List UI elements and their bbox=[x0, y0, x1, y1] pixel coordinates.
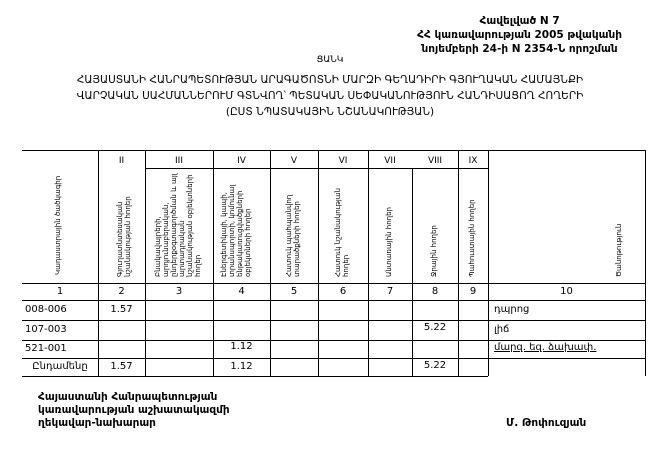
header-forest: Անտառային հողեր bbox=[385, 207, 393, 277]
title-line-2: ՎԱՐՉԱԿԱՆ ՍԱՀՄԱՆՆԵՐՈՒՄ ԳՏՆՎՈՂ՝ ՊԵՏԱԿԱՆ ՍԵՓԱԿԱՆՈՒԹՅՈՒՆ ՀԱՆԴԻՍԱՑՈՂ ՀՈՂԵՐԻ bbox=[76, 90, 584, 102]
table-border bbox=[22, 376, 488, 377]
signatory-name: Մ. Թոփուզյան bbox=[506, 417, 587, 429]
col-number: 7 bbox=[386, 286, 394, 297]
table-divider bbox=[145, 150, 146, 376]
total-label: Ընդամենը bbox=[32, 361, 88, 372]
header-reserve: Պահուստային հողեր bbox=[468, 199, 476, 277]
table-divider bbox=[22, 320, 645, 321]
table-divider bbox=[318, 150, 319, 376]
col-roman: II bbox=[118, 156, 125, 166]
col-number: 3 bbox=[175, 286, 183, 297]
table-divider bbox=[270, 150, 271, 376]
table-divider bbox=[98, 150, 99, 376]
table-divider bbox=[145, 168, 368, 169]
cadastral-code: 521-001 bbox=[25, 343, 67, 354]
header-protected: Հատուկ պահպանվող տարածքների հողեր bbox=[285, 194, 301, 277]
note: լիճ bbox=[494, 324, 510, 335]
title-line-3: (ԸՍՏ ՆՊԱՏԱԿԱՅԻՆ ՆՇԱՆԱԿՈՒԹՅԱՆ) bbox=[225, 106, 435, 118]
title-line-1: ՀԱՅԱՍՏԱՆԻ ՀԱՆՐԱՊԵՏՈՒԹՅԱՆ ԱՐԱԳԱԾՈՏՆԻ ՄԱՐԶԻ ԳԵՂԱԴԻՐԻ ԳՅՈՒՂԱԿԱՆ ՀԱՄԱՅՆՔԻ bbox=[76, 74, 584, 86]
table-divider bbox=[488, 150, 489, 376]
signature-block bbox=[38, 391, 230, 430]
note: դպրոց bbox=[494, 304, 530, 315]
col-roman: IV bbox=[237, 156, 246, 166]
note: մարզ. եզ. ձախափ. bbox=[494, 342, 597, 353]
header-cadastral-code: Կադաստրային ծածկագիր bbox=[54, 175, 62, 275]
header-water: Ջրային հողեր bbox=[430, 225, 438, 277]
table-divider bbox=[368, 150, 369, 376]
col-number: 1 bbox=[56, 286, 64, 297]
col-number: 5 bbox=[290, 286, 298, 297]
doc-heading: ՑԱՆԿ bbox=[316, 55, 344, 65]
col-roman: III bbox=[175, 156, 183, 166]
total-water: 5.22 bbox=[423, 360, 447, 371]
appendix-line-2: ՀՀ կառավարության 2005 թվականի bbox=[417, 29, 622, 41]
table-border bbox=[22, 150, 645, 151]
header-agricultural: Գյուղատնտեսական նշանակության հողեր bbox=[116, 196, 132, 277]
cadastral-code: 107-003 bbox=[25, 324, 67, 335]
appendix-number: Հավելված N 7 bbox=[479, 15, 560, 27]
water-value: 5.22 bbox=[423, 322, 447, 333]
col-number: 2 bbox=[118, 286, 125, 297]
col-roman: V bbox=[290, 156, 298, 166]
signer-title-1: Հայաստանի Հանրապետության bbox=[38, 391, 218, 403]
table-divider bbox=[22, 283, 645, 284]
table-divider bbox=[368, 168, 488, 169]
col-roman: VIII bbox=[427, 156, 443, 166]
header-settlements: Բնակավայրերի, արդյունաբերական, ընդերքօգտագործման և այլ արտադրական նշանակության օբյեկտների հողեր bbox=[154, 173, 202, 277]
header-note: Ծանոթություն bbox=[615, 223, 623, 277]
col-number: 8 bbox=[431, 286, 439, 297]
col-roman: VI bbox=[338, 156, 348, 166]
signer-title-2: կառավարության աշխատակազմի bbox=[38, 404, 230, 416]
col-roman: VII bbox=[384, 156, 396, 166]
col-number: 4 bbox=[238, 286, 245, 297]
table-border bbox=[645, 150, 646, 376]
col-number: 6 bbox=[339, 286, 347, 297]
signer-title-3: ղեկավար-նախարար bbox=[38, 417, 156, 429]
energy-value: 1.12 bbox=[230, 341, 253, 352]
table-divider bbox=[458, 150, 459, 376]
table-divider bbox=[22, 340, 645, 341]
col-roman: IX bbox=[468, 156, 478, 166]
appendix-header bbox=[417, 14, 622, 56]
total-energy: 1.12 bbox=[230, 361, 253, 372]
header-special: Հատուկ նշանակության հողեր bbox=[334, 187, 350, 277]
col-number: 10 bbox=[560, 286, 573, 297]
agricultural-value: 1.57 bbox=[110, 304, 133, 315]
total-agricultural: 1.57 bbox=[110, 361, 133, 372]
col-number: 9 bbox=[469, 286, 477, 297]
table-divider bbox=[412, 168, 413, 376]
table-divider bbox=[22, 300, 645, 301]
table-divider bbox=[22, 358, 645, 359]
cadastral-code: 008-006 bbox=[25, 304, 67, 315]
appendix-line-3: նոյեմբերի 24-ի N 2354-Ն որոշման bbox=[421, 43, 618, 55]
header-energy: Էներգետիկայի, կապի, տրանսպորտի, կոմունալ ենթակառուցվածքների օբյեկտների հողեր bbox=[220, 184, 252, 277]
